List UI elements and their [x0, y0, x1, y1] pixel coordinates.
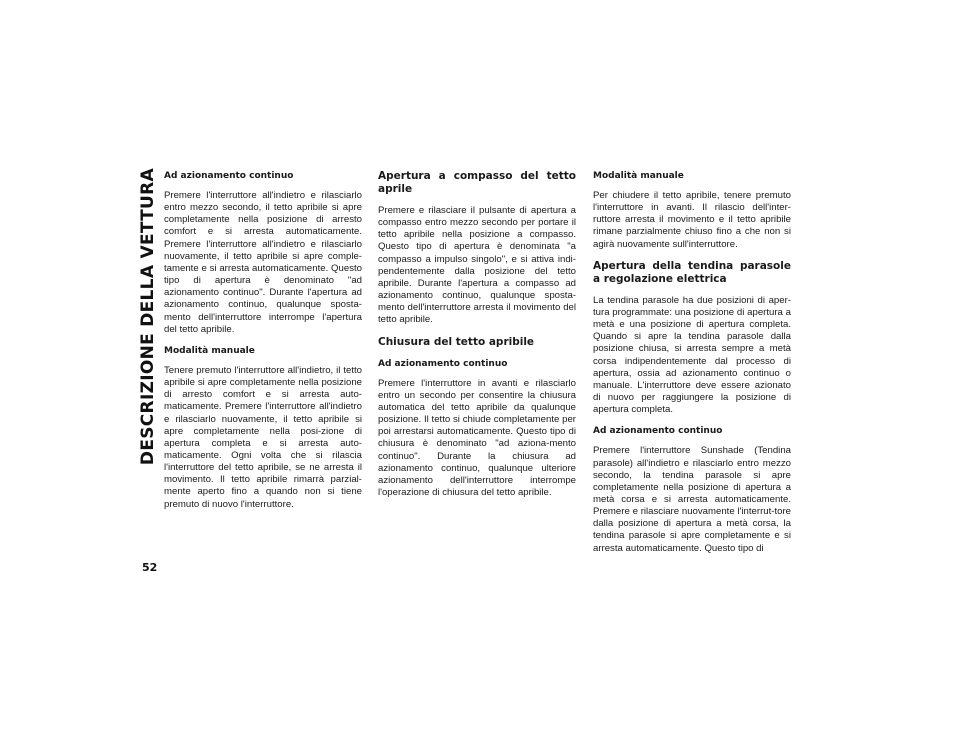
paragraph: Premere e rilasciare il pulsante di apertura a compasso entro mezzo secondo per portare il tetto apribile nella posizione a compasso. Questo tipo di apertura è denominata "a compasso a impulso singolo", e si attiva indi-pendentemente dalla posizione del tetto apribile. Durante l'apertura a compasso ad azionamento continuo, qualunque sposta-mento dell'interruttore arresta il movimento del tetto apribile.	[378, 205, 576, 326]
text-column-2	[378, 170, 576, 508]
text-column-1	[164, 170, 362, 520]
subheading: Ad azionamento continuo	[593, 426, 723, 437]
paragraph: La tendina parasole ha due posizioni di aper-tura programmate: una posizione di apertura a metà e una posizione di apertura completa. Quando si apre la tendina parasole dalla posizione chiusa, si arresta sempre a metà corsa indipendentemente dal processo di apertura, ossia ad azionamento continuo o manuale. L'interruttore deve essere azionato di nuovo per raggiungere la posizione di apertura completa.	[593, 294, 791, 416]
paragraph: Premere l'interruttore all'indietro e rilasciarlo entro mezzo secondo, il tetto apribile si apre completamente nella posizione di arresto comfort e si arresta automaticamente. Premere l'interruttore all'indietro e rilasciarlo nuovamente, il tetto apribile si apre comple-tamente e si arresta automaticamente. Questo tipo di apertura è denominato "ad azionamento continuo". Durante l'apertura ad azionamento continuo, qualunque sposta-mento dell'interruttore interrompe l'apertura del tetto apribile.	[164, 190, 362, 335]
section-side-title: DESCRIZIONE DELLA VETTURA	[138, 168, 158, 466]
subheading: Ad azionamento continuo	[378, 358, 508, 369]
paragraph: Premere l'interruttore Sunshade (Tendina parasole) all'indietro e rilasciarlo entro mezzo secondo, la tendina parasole si apre completamente nella posizione di apertura a metà corsa e si arresta automaticamente. Premere e rilasciare nuovamente l'interrut-tore dalla posizione di apertura a metà corsa, la tendina parasole si apre completamente e si arresta automaticamente. Questo tipo di	[593, 445, 791, 554]
subheading: Modalità manuale	[164, 345, 255, 356]
subheading: Modalità manuale	[593, 171, 684, 181]
paragraph: Per chiudere il tetto apribile, tenere premuto l'interruttore in avanti. Il rilascio dell'inter-ruttore arresta il movimento e il tetto apribile rimane parzialmente chiuso fino a che non si agirà nuovamente sull'interruttore.	[593, 190, 791, 250]
paragraph: Premere l'interruttore in avanti e rilasciarlo entro un secondo per consentire la chiusura automatica del tetto apribile da qualunque posizione. Il tetto si chiude completamente per poi arrestarsi automaticamente. Questo tipo di chiusura è denominato "ad aziona-mento continuo". Durante la chiusura ad azionamento continuo, qualunque ulteriore azionamento dell'interruttore interrompe l'operazione di chiusura del tetto apribile.	[378, 377, 576, 498]
section-heading: Chiusura del tetto apribile	[378, 335, 535, 348]
section-heading: Apertura a compasso del tetto aprile	[378, 170, 576, 195]
section-heading: Apertura della tendina parasole a regolazione elettrica	[593, 259, 791, 285]
text-column-3	[593, 170, 791, 564]
subheading: Ad azionamento continuo	[164, 171, 294, 181]
page-number: 52	[142, 561, 158, 574]
paragraph: Tenere premuto l'interruttore all'indietro, il tetto apribile si apre completamente nella posizione di arresto comfort e si arresta auto-maticamente. Premere l'interruttore all'indietro e rilasciarlo nuovamente, il tetto apribile si apre completamente nella posi-zione di apertura completa e si arresta auto-maticamente. Ogni volta che si rilascia l'interruttore del tetto apribile, se ne arresta il movimento. Il tetto apribile rimarrà parzial-mente aperto fino a quando non si tiene premuto di nuovo l'interruttore.	[164, 364, 362, 510]
